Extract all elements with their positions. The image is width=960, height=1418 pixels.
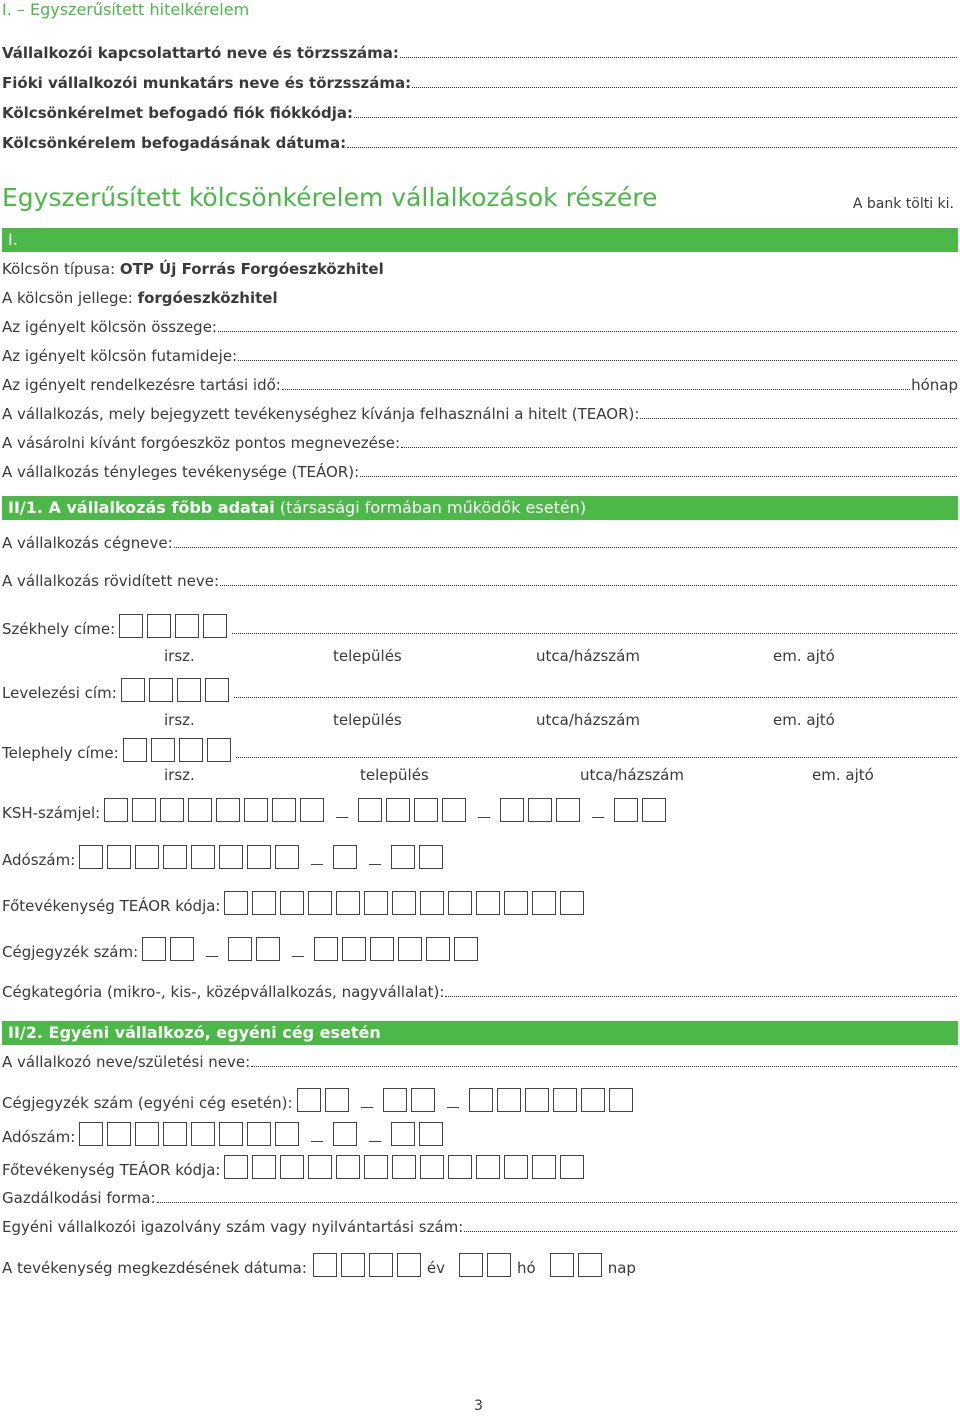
digit-box[interactable] [487,1253,511,1277]
teaor-usage-field[interactable]: A vállalkozás, mely bejegyzett tevékenységhez kívánja felhasználni a hitelt (TEAOR): [2,405,958,423]
section-2-1-bar: II/1. A vállalkozás főbb adatai (társasági formában működők esetén) [2,496,958,520]
label-irsz: irsz. [164,711,195,729]
digit-box[interactable] [426,937,450,961]
digit-box[interactable] [135,845,159,869]
digit-box[interactable] [308,1155,332,1179]
digit-box[interactable] [107,845,131,869]
digit-box[interactable] [391,845,415,869]
label-irsz: irsz. [164,647,195,665]
bank-field-contact[interactable]: Vállalkozói kapcsolattartó neve és törzsszáma: [2,44,958,62]
zip-box[interactable] [175,614,199,638]
label-city: település [333,711,402,729]
label-city: település [360,766,429,784]
label-floor: em. ajtó [773,711,835,729]
digit-box[interactable] [342,937,366,961]
digit-box[interactable] [528,798,552,822]
digit-box[interactable] [191,845,215,869]
sole-tax-number-field[interactable]: Adószám: [2,1122,447,1146]
zip-box[interactable] [177,678,201,702]
loan-nature: A kölcsön jellege: forgóeszközhitel [2,289,278,307]
section-2-2-bar: II/2. Egyéni vállalkozó, egyéni cég esetén [2,1021,958,1045]
bank-note: A bank tölti ki. [852,196,954,212]
digit-box[interactable] [442,798,466,822]
day-label: nap [607,1259,636,1277]
digit-box[interactable] [420,1155,444,1179]
asset-name-field[interactable]: A vásárolni kívánt forgóeszköz pontos megnevezése: [2,434,958,452]
digit-box[interactable] [500,798,524,822]
digit-box[interactable] [104,798,128,822]
zip-box[interactable] [123,738,147,762]
digit-box[interactable] [448,891,472,915]
digit-box[interactable] [560,1155,584,1179]
digit-box[interactable] [135,1122,159,1146]
digit-box[interactable] [256,937,280,961]
seat-address-field[interactable]: Székhely címe: [2,614,958,638]
mail-address-field[interactable]: Levelezési cím: [2,678,958,702]
zip-box[interactable] [149,678,173,702]
site-address-field[interactable]: Telephely címe: [2,738,958,762]
digit-box[interactable] [280,1155,304,1179]
digit-box[interactable] [333,1122,357,1146]
digit-box[interactable] [247,845,271,869]
digit-box[interactable] [252,1155,276,1179]
zip-box[interactable] [203,614,227,638]
label-street: utca/házszám [580,766,684,784]
digit-box[interactable] [459,1253,483,1277]
zip-box[interactable] [207,738,231,762]
bank-field-date[interactable]: Kölcsönkérelem befogadásának dátuma: [2,134,958,152]
availability-period-field[interactable]: Az igényelt rendelkezésre tartási idő: hónap [2,376,958,394]
digit-box[interactable] [297,1088,321,1112]
digit-box[interactable] [398,937,422,961]
digit-box[interactable] [244,798,268,822]
digit-box[interactable] [370,937,394,961]
digit-box[interactable] [336,1155,360,1179]
digit-box[interactable] [216,798,240,822]
digit-box[interactable] [224,1155,248,1179]
section-tag: I. – Egyszerűsített hitelkérelem [2,0,250,19]
digit-box[interactable] [107,1122,131,1146]
digit-box[interactable] [188,798,212,822]
digit-box[interactable] [252,891,276,915]
digit-box[interactable] [504,891,528,915]
digit-box[interactable] [391,1122,415,1146]
loan-type: Kölcsön típusa: OTP Új Forrás Forgóeszközhitel [2,260,384,278]
digit-box[interactable] [308,891,332,915]
sole-teaor-field[interactable]: Főtevékenység TEÁOR kódja: [2,1155,588,1179]
page-number: 3 [474,1398,483,1414]
digit-box[interactable] [419,845,443,869]
digit-box[interactable] [476,1155,500,1179]
digit-box[interactable] [392,1155,416,1179]
label-floor: em. ajtó [812,766,874,784]
digit-box[interactable] [325,1088,349,1112]
digit-box[interactable] [392,891,416,915]
year-label: év [426,1259,446,1277]
digit-box[interactable] [300,798,324,822]
digit-box[interactable] [383,1088,407,1112]
tax-number-field[interactable]: Adószám: [2,845,447,869]
zip-box[interactable] [179,738,203,762]
digit-box[interactable] [411,1088,435,1112]
digit-box[interactable] [275,1122,299,1146]
page-title: Egyszerűsített kölcsönkérelem vállalkozások részére [2,183,658,212]
digit-box[interactable] [469,1088,493,1112]
digit-box[interactable] [553,1088,577,1112]
zip-box[interactable] [205,678,229,702]
digit-box[interactable] [275,845,299,869]
zip-box[interactable] [151,738,175,762]
digit-box[interactable] [420,891,444,915]
ksh-field[interactable]: KSH-számjel: [2,798,670,822]
digit-box[interactable] [170,937,194,961]
company-category-field[interactable]: Cégkategória (mikro-, kis-, középvállalkozás, nagyvállalat): [2,983,958,1001]
digit-box[interactable] [497,1088,521,1112]
digit-box[interactable] [578,1253,602,1277]
digit-box[interactable] [364,1155,388,1179]
digit-box[interactable] [419,1122,443,1146]
digit-box[interactable] [333,845,357,869]
loan-amount-field[interactable]: Az igényelt kölcsön összege: [2,318,958,336]
digit-box[interactable] [313,1253,337,1277]
digit-box[interactable] [160,798,184,822]
digit-box[interactable] [224,891,248,915]
digit-box[interactable] [336,891,360,915]
digit-box[interactable] [642,798,666,822]
digit-box[interactable] [397,1253,421,1277]
company-registry-field[interactable]: Cégjegyzék szám: [2,937,482,961]
digit-box[interactable] [448,1155,472,1179]
digit-box[interactable] [163,1122,187,1146]
zip-box[interactable] [147,614,171,638]
label-floor: em. ajtó [773,647,835,665]
month-label: hó [517,1259,536,1277]
actual-activity-field[interactable]: A vállalkozás tényleges tevékenysége (TEÁOR): [2,463,958,481]
digit-box[interactable] [581,1088,605,1112]
bank-field-branch-code[interactable]: Kölcsönkérelmet befogadó fiók fiókkódja: [2,104,958,122]
digit-box[interactable] [228,937,252,961]
loan-term-field[interactable]: Az igényelt kölcsön futamideje: [2,347,958,365]
digit-box[interactable] [525,1088,549,1112]
digit-box[interactable] [609,1088,633,1112]
digit-box[interactable] [476,891,500,915]
digit-box[interactable] [369,1253,393,1277]
digit-box[interactable] [358,798,382,822]
digit-box[interactable] [247,1122,271,1146]
certificate-number-field[interactable]: Egyéni vállalkozói igazolvány szám vagy nyilvántartási szám: [2,1218,958,1236]
digit-box[interactable] [280,891,304,915]
digit-box[interactable] [550,1253,574,1277]
company-short-name-field[interactable]: A vállalkozás rövidített neve: [2,572,958,590]
digit-box[interactable] [364,891,388,915]
sole-registry-field[interactable]: Cégjegyzék szám (egyéni cég esetén): [2,1088,637,1112]
label-city: település [333,647,402,665]
digit-box[interactable] [532,891,556,915]
digit-box[interactable] [614,798,638,822]
digit-box[interactable] [142,937,166,961]
digit-box[interactable] [219,845,243,869]
bank-field-branch-staff[interactable]: Fióki vállalkozói munkatárs neve és törzsszáma: [2,74,958,92]
company-name-field[interactable]: A vállalkozás cégneve: [2,534,958,552]
business-form-field[interactable]: Gazdálkodási forma: [2,1189,958,1207]
section-1-bar: I. [2,228,958,252]
digit-box[interactable] [414,798,438,822]
digit-box[interactable] [314,937,338,961]
digit-box[interactable] [560,891,584,915]
digit-box[interactable] [341,1253,365,1277]
digit-box[interactable] [132,798,156,822]
label-street: utca/házszám [536,647,640,665]
label-street: utca/házszám [536,711,640,729]
zip-box[interactable] [119,614,143,638]
digit-box[interactable] [79,1122,103,1146]
digit-box[interactable] [219,1122,243,1146]
digit-box[interactable] [556,798,580,822]
entrepreneur-name-field[interactable]: A vállalkozó neve/születési neve: [2,1053,958,1071]
digit-box[interactable] [532,1155,556,1179]
label-irsz: irsz. [164,766,195,784]
digit-box[interactable] [386,798,410,822]
digit-box[interactable] [191,1122,215,1146]
digit-box[interactable] [163,845,187,869]
digit-box[interactable] [504,1155,528,1179]
zip-box[interactable] [121,678,145,702]
start-date-field[interactable]: A tevékenység megkezdésének dátuma: év hó nap [2,1253,636,1277]
digit-box[interactable] [79,845,103,869]
digit-box[interactable] [454,937,478,961]
teaor-code-field[interactable]: Főtevékenység TEÁOR kódja: [2,891,588,915]
digit-box[interactable] [272,798,296,822]
